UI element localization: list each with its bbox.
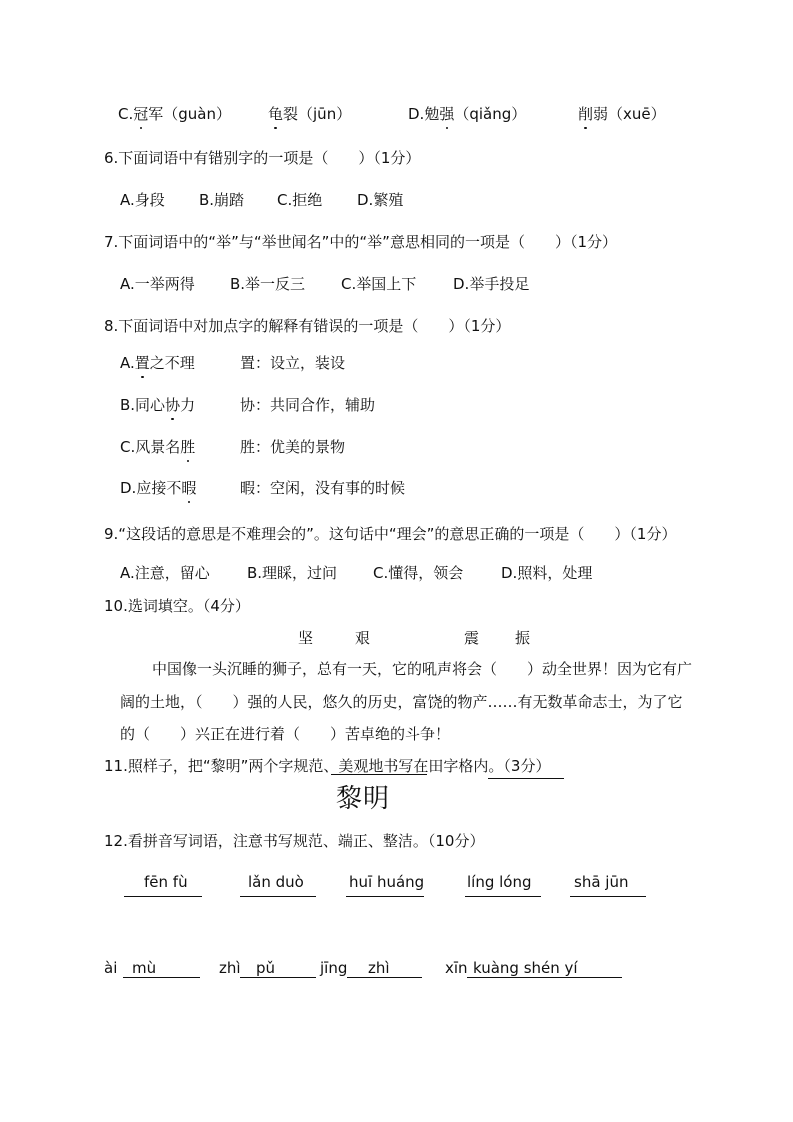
q10-stem: 10.选词填空。（4分） — [104, 597, 250, 615]
q7-option-b: B.举一反三 — [230, 275, 306, 293]
q8-option-d: D.应接不暇 — [120, 479, 197, 497]
q9-option-b: B.理睬，过问 — [247, 564, 338, 582]
q6-stem: 6.下面词语中有错别字的一项是（ ）（1分） — [104, 149, 421, 167]
pinyin-1: fēn fù — [144, 873, 188, 891]
dotted-char: 冠 — [133, 105, 149, 123]
q10-word-4: 振 — [515, 629, 531, 647]
pinyin-6a: ài — [104, 959, 118, 977]
answer-line[interactable] — [570, 896, 646, 897]
pinyin-2: lǎn duò — [248, 873, 304, 891]
q8-explain-d: 暇：空闲，没有事的时候 — [240, 479, 406, 497]
dotted-char: 暇 — [181, 479, 197, 497]
q11-stem: 11.照样子，把“黎明”两个字规范、美观地书写在田字格内。（3分） — [104, 757, 551, 775]
pinyin-5: shā jūn — [574, 873, 629, 891]
answer-line[interactable] — [467, 977, 622, 978]
q6-option-c: C.拒绝 — [277, 191, 323, 209]
q6-option-b: B.崩踏 — [199, 191, 245, 209]
q5-option-d: D.勉强（qiǎng） — [408, 105, 527, 123]
q7-stem: 7.下面词语中的“举”与“举世闻名”中的“举”意思相同的一项是（ ）（1分） — [104, 233, 617, 251]
dotted-char: 削 — [578, 105, 594, 123]
q8-explain-c: 胜：优美的景物 — [240, 438, 346, 456]
answer-line[interactable] — [465, 896, 541, 897]
pinyin-7a: zhì — [219, 959, 241, 977]
dotted-char: 龟 — [268, 105, 284, 123]
q6-option-d: D.繁殖 — [357, 191, 404, 209]
q10-word-3: 震 — [464, 629, 480, 647]
pinyin-9a: xīn — [445, 959, 468, 977]
pinyin-7b: pǔ — [256, 959, 276, 977]
q10-word-1: 坚 — [298, 629, 314, 647]
q10-word-2: 艰 — [355, 629, 371, 647]
q10-passage-line2: 阔的土地，（ ）强的人民，悠久的历史，富饶的物产……有无数革命志士，为了它 — [120, 693, 683, 711]
q5-option-item2: 龟裂（jūn） — [268, 105, 352, 123]
q8-explain-b: 协：共同合作，辅助 — [240, 396, 376, 414]
q5-option-c: C.冠军（guàn） — [118, 105, 231, 123]
answer-line[interactable] — [240, 896, 316, 897]
pinyin-8a: jīng — [320, 959, 348, 977]
dotted-char: 协 — [165, 396, 181, 414]
q5-option-item4: 削弱（xuē） — [578, 105, 666, 123]
q9-option-c: C.懂得，领会 — [373, 564, 464, 582]
underline — [488, 778, 564, 779]
pinyin-8b: zhì — [368, 959, 390, 977]
q10-passage-line1: 中国像一头沉睡的狮子，总有一天，它的吼声将会（ ）动全世界！因为它有广 — [152, 660, 693, 678]
q6-option-a: A.身段 — [120, 191, 165, 209]
pinyin-6b: mù — [132, 959, 157, 977]
pinyin-9b: kuàng shén yí — [473, 959, 578, 977]
answer-line[interactable] — [346, 896, 424, 897]
q9-option-d: D.照料，处理 — [501, 564, 593, 582]
pinyin-4: líng lóng — [467, 873, 532, 891]
pinyin-3: huī huáng — [349, 873, 425, 891]
answer-line[interactable] — [240, 977, 316, 978]
dotted-char: 强 — [439, 105, 455, 123]
sample-characters: 黎明 — [336, 784, 391, 814]
q8-option-c: C.风景名胜 — [120, 438, 196, 456]
q7-option-a: A.一举两得 — [120, 275, 195, 293]
q8-stem: 8.下面词语中对加点字的解释有错误的一项是（ ）（1分） — [104, 317, 511, 335]
q8-option-b: B.同心协力 — [120, 396, 196, 414]
underline — [331, 774, 427, 775]
answer-line[interactable] — [124, 896, 202, 897]
dotted-char: 胜 — [180, 438, 196, 456]
q12-stem: 12.看拼音写词语，注意书写规范、端正、整洁。（10分） — [104, 832, 485, 850]
answer-line[interactable] — [123, 977, 200, 978]
q7-option-c: C.举国上下 — [341, 275, 417, 293]
q9-stem: 9.“这段话的意思是不难理会的”。这句话中“理会”的意思正确的一项是（ ）（1分） — [104, 525, 677, 543]
answer-line[interactable] — [347, 977, 422, 978]
q8-explain-a: 置：设立，装设 — [240, 354, 346, 372]
q7-option-d: D.举手投足 — [453, 275, 530, 293]
q9-option-a: A.注意，留心 — [120, 564, 210, 582]
dotted-char: 置 — [134, 354, 150, 372]
q8-option-a: A.置之不理 — [120, 354, 195, 372]
q10-passage-line3: 的（ ）兴正在进行着（ ）苦卓绝的斗争！ — [120, 725, 451, 743]
